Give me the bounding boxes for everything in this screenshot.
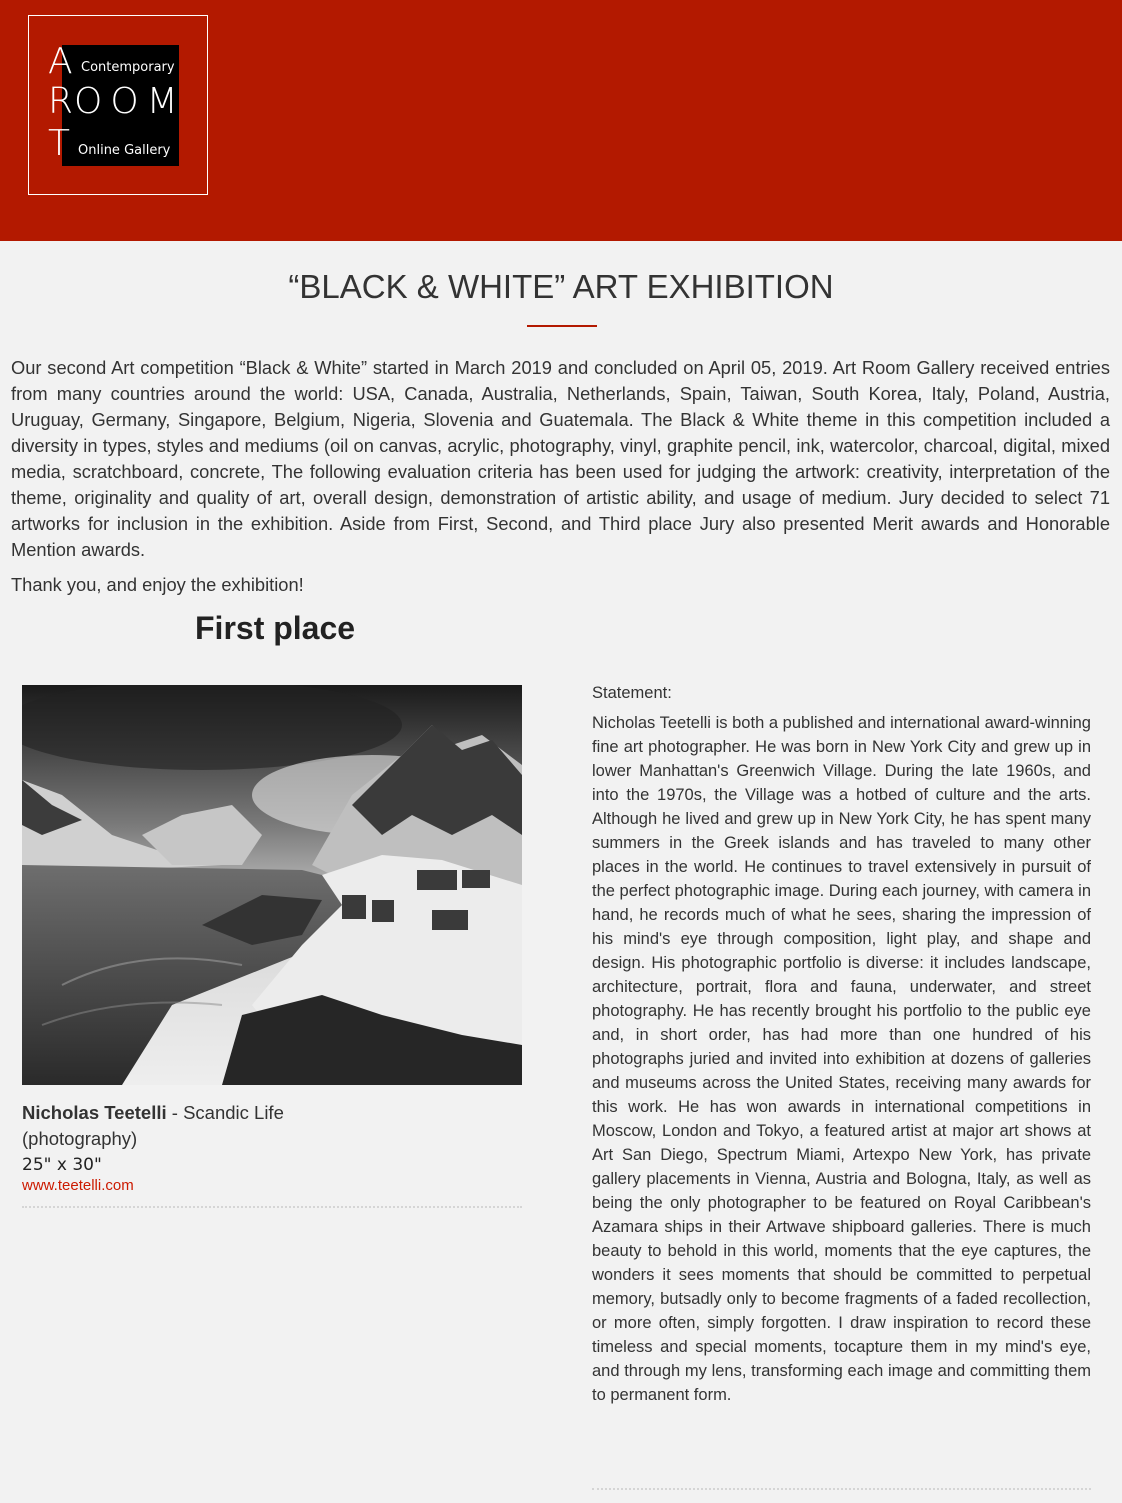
logo-contemporary: Contemporary — [81, 60, 175, 75]
artist-statement: Nicholas Teetelli is both a published and international award-winning fine art photographer. He was born in New York City and grew up in lower Manhattan's Greenwich Village. During the late 1960s, and into the 1970s, the Village was a hotbed of culture and the arts. Although he lived and grew up in New York City, he has spent many summers in the Greek islands and has traveled to many other places in the world. He continues to travel extensively in pursuit of the perfect photographic image. During each journey, with camera in hand, he records much of what he sees, sharing the impression of his mind's eye through composition, light play, and shape and design. His photographic portfolio is diverse: it includes landscape, architecture, portrait, flora and fauna, underwater, and street photography. He has recently brought his portfolio to the public eye and, in short order, has had more than one hundred of his photographs juried and invited into exhibition at dozens of galleries and museums across the United States, receiving many awards for this work. He has won awards in international competitions in Moscow, London and Tokyo, a featured artist at major art shows at Art San Diego, Spectrum Miami, Artexpo New York, has private gallery placements in Vienna, Austria and Bologna, Italy, as well as being the only photographer to be featured on Royal Caribbean's Azamara ships in their Artwave shipboard galleries. There is much beauty to behold in this world, moments that the eye captures, the wonders it sees moments that should be committed to perpetual memory, butsadly only to become fragments of a faded recollection, or more often, simply forgotten. I draw inspiration to record these timeless and special moments, tocapture them in my mind's eye, and through my lens, transforming each image and committing them to permanent form. — [592, 714, 1091, 1404]
first-place-heading: First place — [195, 610, 356, 646]
logo-online-gallery: Online Gallery — [78, 143, 171, 158]
logo-oom: OOM — [74, 81, 186, 122]
site-header — [0, 0, 1122, 241]
logo-letter-r: R — [48, 81, 74, 122]
statement-label: Statement: — [592, 684, 672, 702]
artist-website-link[interactable]: www.teetelli.com — [22, 1177, 134, 1194]
artwork-image[interactable] — [22, 685, 522, 1085]
statement-divider — [592, 1488, 1091, 1490]
caption-divider — [22, 1206, 522, 1208]
artwork-medium: (photography) — [22, 1128, 138, 1149]
artwork-title: Scandic Life — [183, 1102, 284, 1123]
artwork-caption — [22, 1100, 522, 1196]
artist-title-line — [22, 1100, 522, 1126]
artwork-size: 25" x 30" — [22, 1155, 102, 1175]
intro-paragraph: Our second Art competition “Black & White” started in March 2019 and concluded on April 05, 2019. Art Room Gallery received entries from many countries around the world: USA, Canada, Australia, Netherlands, Spain, Taiwan, South Korea, Italy, Poland, Austria, Uruguay, Germany, Singapore, Belgium, Nigeria, Slovenia and Guatemala. The Black & White theme in this competition included a diversity in types, styles and mediums (oil on canvas, acrylic, photography, vinyl, graphite pencil, ink, watercolor, charcoal, digital, mixed media, scratchboard, concrete, The following evaluation criteria has been used for judging the artwork: creativity, interpretation of the theme, originality and quality of art, overall design, demonstration of artistic ability, and usage of medium. Jury decided to select 71 artworks for inclusion in the exhibition. Aside from First, Second, and Third place Jury also presented Merit awards and Honorable Mention awards. — [11, 357, 1110, 560]
title-divider — [527, 325, 597, 327]
title-separator: - — [166, 1102, 184, 1123]
page-title: “BLACK & WHITE” ART EXHIBITION — [288, 268, 834, 305]
artwork-photo-scandic-life — [22, 685, 522, 1085]
thanks-text: Thank you, and enjoy the exhibition! — [11, 574, 304, 595]
art-room-logo[interactable] — [28, 15, 208, 195]
logo-letter-t: T — [48, 123, 70, 164]
artist-name: Nicholas Teetelli — [22, 1102, 167, 1123]
logo-letter-a: A — [48, 41, 73, 82]
